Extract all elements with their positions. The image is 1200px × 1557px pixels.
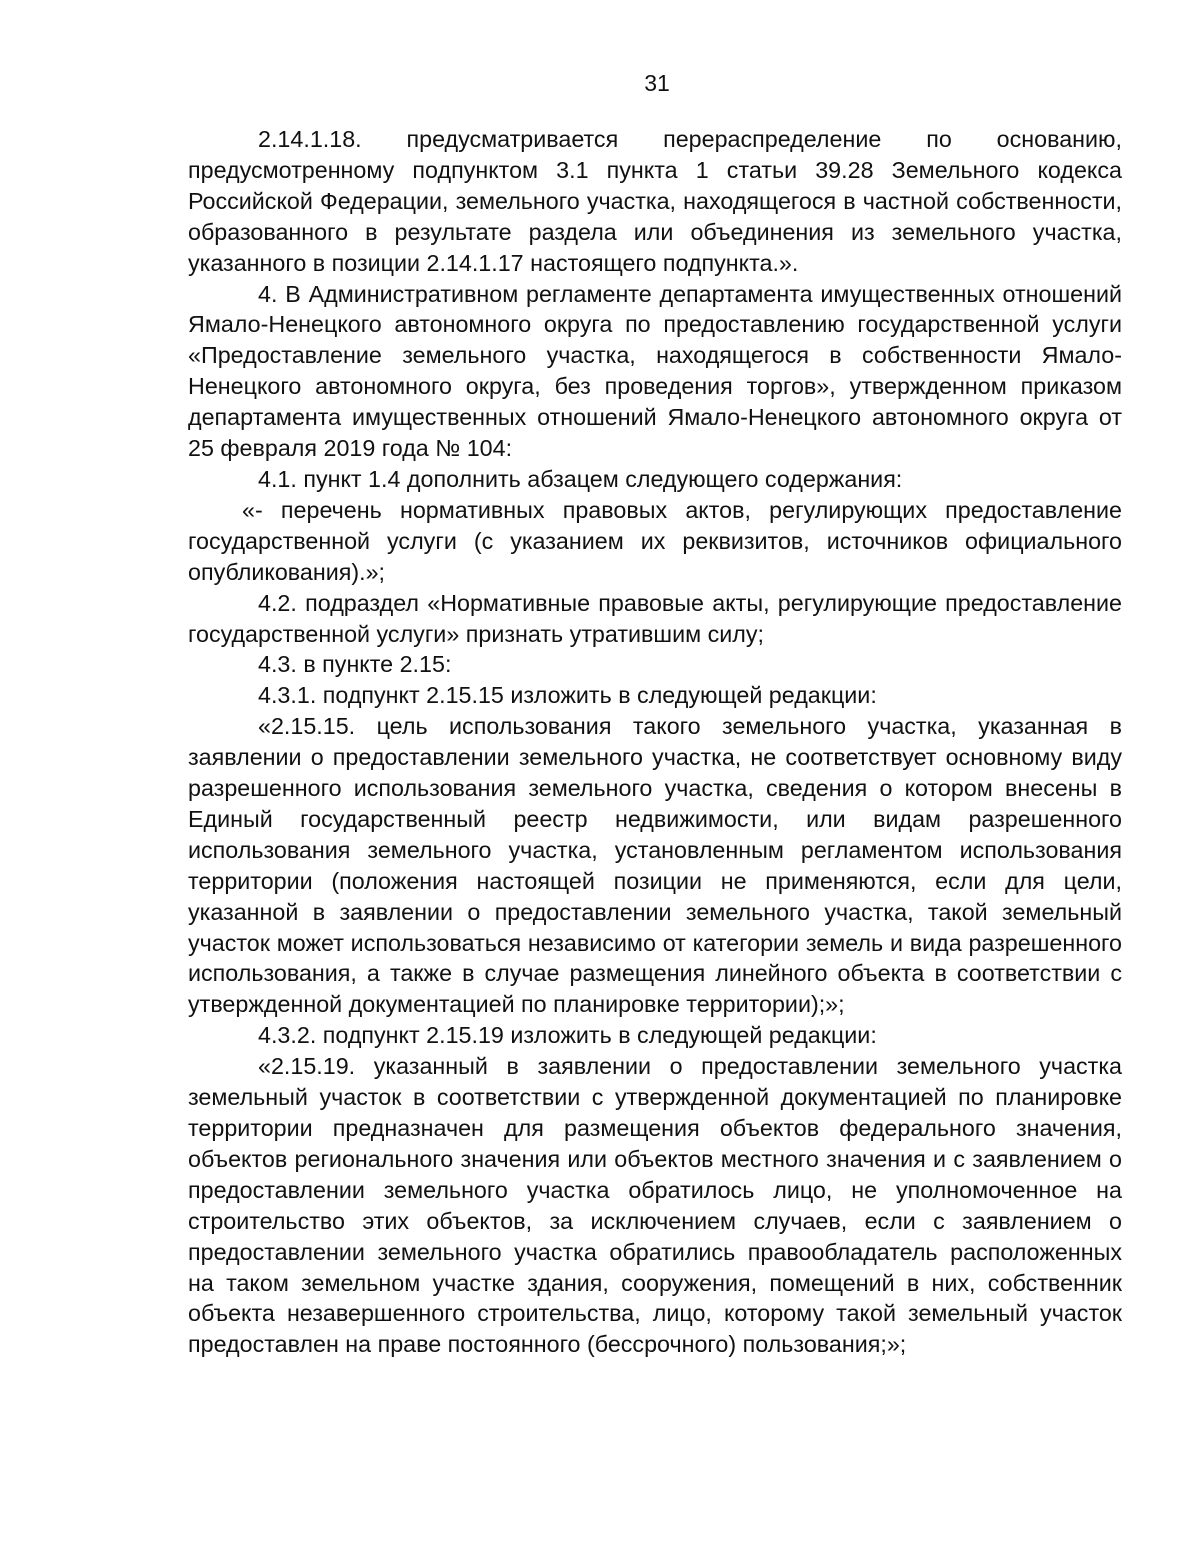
document-body	[188, 124, 1122, 1360]
paragraph-item-4-2: 4.2. подраздел «Нормативные правовые акты, регулирующие предоставление государственной услуги» признать утратившим силу;	[188, 589, 1122, 647]
page-number: 31	[644, 70, 670, 96]
paragraph-quoted-2-15-19: «2.15.19. указанный в заявлении о предоставлении земельного участка земельный участок в соответствии с утвержденной документацией по планировке территории предназначен для размещения объектов федерального значения, объектов регионального значения или объектов местного значения и с заявлением о предоставлении земельного участка обратилось лицо, не уполномоченное на строительство этих объектов, за исключением случаев, если с заявлением о предоставлении земельного участка обратились правообладатель расположенных на таком земельном участке здания, сооружения, помещений в них, собственник объекта незавершенного строительства, лицо, которому такой земельный участок предоставлен на праве постоянного (бессрочного) пользования;»;	[188, 1053, 1122, 1358]
paragraph-item-4-3-1: 4.3.1. подпункт 2.15.15 изложить в следующей редакции:	[258, 682, 877, 709]
paragraph-item-4-1: 4.1. пункт 1.4 дополнить абзацем следующего содержания:	[258, 465, 903, 492]
paragraph-quoted-2-15-15: «2.15.15. цель использования такого земельного участка, указанная в заявлении о предоставлении земельного участка, не соответствует основному виду разрешенного использования земельного участка, сведения о котором внесены в Единый государственный реестр недвижимости, или видам разрешенного использования земельного участка, установленным регламентом использования территории (положения настоящей позиции не применяются, если для цели, указанной в заявлении о предоставлении земельного участка, такой земельный участок может использоваться независимо от категории земель и вида разрешенного использования, а также в случае размещения линейного объекта в соответствии с утвержденной документацией по планировке территории);»;	[188, 713, 1122, 1018]
paragraph-2-14-1-18: 2.14.1.18. предусматривается перераспределение по основанию, предусмотренному подпунктом 3.1 пункта 1 статьи 39.28 Земельного кодекса Российской Федерации, земельного участка, находящегося в частной собственности, образованного в результате раздела или объединения из земельного участка, указанного в позиции 2.14.1.17 настоящего подпункта.».	[188, 126, 1122, 276]
paragraph-item-4: 4. В Административном регламенте департамента имущественных отношений Ямало-Ненецкого автономного округа по предоставлению государственной услуги «Предоставление земельного участка, находящегося в собственности Ямало-Ненецкого автономного округа, без проведения торгов», утвержденном приказом департамента имущественных отношений Ямало-Ненецкого автономного округа от 25 февраля 2019 года № 104:	[188, 280, 1122, 462]
paragraph-quoted-bullet: «- перечень нормативных правовых актов, регулирующих предоставление государственной услуги (с указанием их реквизитов, источников официального опубликования).»;	[188, 496, 1122, 585]
paragraph-item-4-3-2: 4.3.2. подпункт 2.15.19 изложить в следующей редакции:	[258, 1022, 877, 1049]
paragraph-item-4-3: 4.3. в пункте 2.15:	[258, 651, 452, 678]
